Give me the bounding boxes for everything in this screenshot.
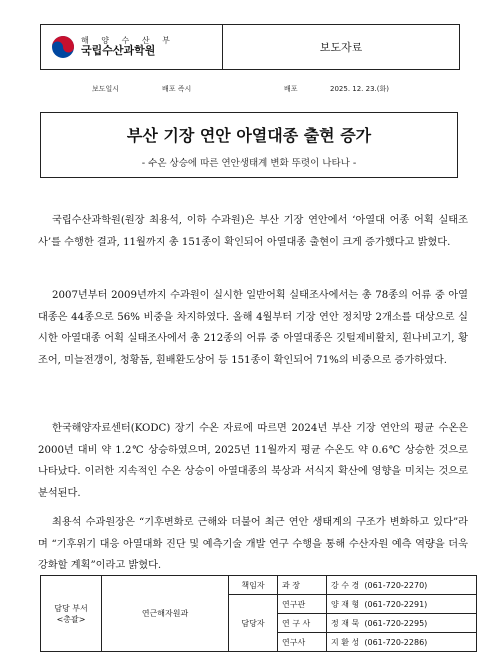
contact-name: 지 환 성: [331, 637, 360, 647]
contact-phone: (061-720-2270): [364, 580, 428, 590]
body-paragraph: 최용석 수과원장은 “기후변화로 근해와 더불어 최근 연안 생태계의 구조가 변화하고 있다”라며 “기후위기 대응 아열대화 진단 및 예측기술 개발 연구 수행을 통해 수산자원 예측 역량을 더욱 강화할 계획”이라고 밝혔다.: [38, 517, 468, 571]
dept-sub: <총괄>: [56, 614, 86, 624]
release-meta: [40, 80, 458, 96]
release-date: 2025. 12. 23.(화): [330, 85, 389, 93]
distribution-label: 배포 즉시: [162, 85, 192, 93]
dept-label: 담당 부서: [54, 603, 88, 613]
dept-cell: [41, 576, 102, 652]
contact-phone: (061-720-2286): [364, 637, 428, 647]
contact-title: 연 구 사: [278, 614, 327, 633]
contact-table: [40, 575, 477, 652]
subheadline: - 수온 상승에 따른 연안생태계 변화 뚜렷이 나타나 -: [141, 158, 357, 169]
institute-block: [41, 25, 223, 69]
contact-title: 연구관: [278, 595, 327, 614]
institute-name: 국립수산과학원: [81, 44, 156, 58]
contact-person: [327, 595, 477, 614]
contact-name: 강 수 경: [331, 580, 360, 590]
ministry-name: 해 양 수 산 부: [81, 35, 175, 45]
doc-type: 보도자료: [319, 41, 363, 54]
title-box: [40, 112, 458, 178]
contact-person: [327, 576, 477, 595]
contact-phone: (061-720-2295): [364, 618, 428, 628]
responsible-label: 책임자: [229, 576, 278, 595]
body-paragraph: 국립수산과학원(원장 최용석, 이하 수과원)은 부산 기장 연안에서 ‘아열대 어종 어획 실태조사’를 수행한 결과, 11월까지 총 151종이 확인되어 아열대종 출현이 크게 증가했다고 밝혔다.: [38, 215, 468, 248]
government-emblem-icon: [51, 35, 75, 59]
dept-name: 연근해자원과: [102, 576, 229, 652]
contact-title: 연구사: [278, 633, 327, 652]
contact-person: [327, 633, 477, 652]
date-label: 배포: [284, 85, 298, 93]
headline: 부산 기장 연안 아열대종 출현 증가: [126, 126, 372, 145]
staff-label: 담당자: [229, 595, 278, 652]
contact-person: [327, 614, 477, 633]
body-paragraph: 2007년부터 2009년까지 수과원이 실시한 일반어획 실태조사에서는 총 78종의 어류 중 아열대종은 44종으로 56% 비중을 차지하였다. 올해 4월부터 기장 연안 정치망 2개소를 대상으로 실시한 아열대종 어획 실태조사에서 총 212종의 어류 중 아열대종은 깃털제비활치, 흰나비고기, 황조어, 미늘전갱이, 청황돔, 흰배환도상어 등 151종이 확인되어 71%의 비중으로 증가하였다.: [38, 290, 468, 366]
body-paragraph: 한국해양자료센터(KODC) 장기 수온 자료에 따르면 2024년 부산 기장 연안의 평균 수온은 2000년 대비 약 1.2℃ 상승하였으며, 2025년 11월까지 평균 수온도 약 0.6℃ 상승한 것으로 나타났다. 이러한 지속적인 수온 상승이 아열대종의 북상과 서식지 확산에 영향을 미치는 것으로 분석된다.: [38, 423, 468, 499]
contact-name: 양 재 형: [331, 599, 360, 609]
contact-phone: (061-720-2291): [364, 599, 428, 609]
release-label: 보도일시: [92, 85, 120, 93]
contact-title: 과 장: [278, 576, 327, 595]
document-header: [40, 24, 460, 70]
contact-name: 정 재 묵: [331, 618, 360, 628]
